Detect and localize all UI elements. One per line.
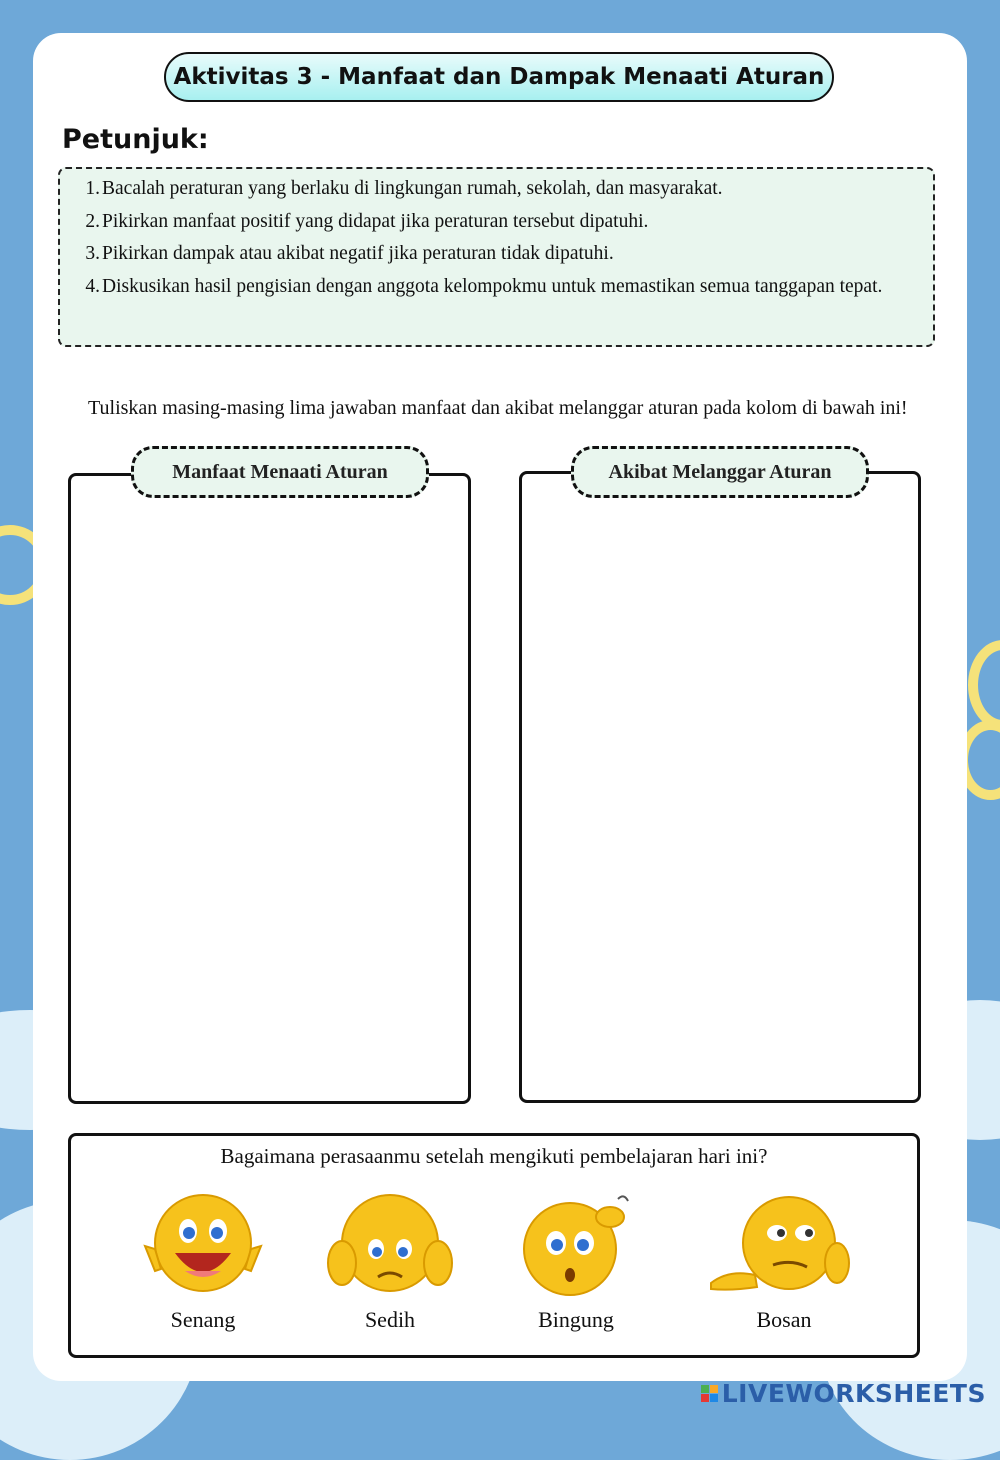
instruction-number: 2. (85, 210, 100, 232)
instructions-heading: Petunjuk: (62, 124, 209, 155)
instruction-item (78, 271, 921, 304)
feelings-box (68, 1133, 920, 1358)
akibat-answer-input[interactable] (536, 518, 904, 1086)
instruction-text: Diskusikan hasil pengisian dengan anggota kelompokmu untuk memastikan semua tanggapan tepat. (102, 275, 883, 297)
liveworksheets-logo (701, 1379, 986, 1408)
feeling-option-bosan[interactable] (709, 1191, 859, 1351)
akibat-answer-box (519, 471, 921, 1103)
sad-face-icon (320, 1191, 460, 1301)
page-title: Aktivitas 3 - Manfaat dan Dampak Menaati Aturan (164, 52, 834, 102)
feelings-question: Bagaimana perasaanmu setelah mengikuti pembelajaran hari ini? (220, 1144, 768, 1168)
instruction-text: Pikirkan dampak atau akibat negatif jika peraturan tidak dipatuhi. (102, 243, 614, 264)
logo-square (710, 1385, 718, 1393)
manfaat-answer-box (68, 473, 471, 1104)
instruction-number: 1. (85, 178, 100, 199)
liveworksheets-brand-text: LIVEWORKSHEETS (721, 1379, 986, 1408)
feeling-option-senang[interactable] (128, 1191, 278, 1351)
happy-face-icon (133, 1191, 273, 1301)
logo-square (701, 1394, 709, 1402)
manfaat-column-label: Manfaat Menaati Aturan (131, 446, 429, 498)
instruction-item (78, 173, 921, 206)
instructions-box (58, 167, 935, 347)
feeling-label: Sedih (364, 1307, 416, 1332)
instruction-text: Bacalah peraturan yang berlaku di lingkungan rumah, sekolah, dan masyarakat. (102, 178, 723, 199)
logo-square (701, 1385, 709, 1393)
background-swirl-right (968, 640, 1000, 730)
instruction-item (78, 206, 921, 239)
instruction-text: Pikirkan manfaat positif yang didapat jika peraturan tersebut dipatuhi. (102, 210, 649, 232)
instruction-number: 4. (85, 275, 100, 297)
bored-face-icon (709, 1191, 859, 1301)
feeling-option-bingung[interactable] (501, 1191, 651, 1351)
feeling-option-sedih[interactable] (315, 1191, 465, 1351)
logo-square (710, 1394, 718, 1402)
akibat-column-label: Akibat Melanggar Aturan (571, 446, 869, 498)
feeling-label: Bingung (538, 1307, 614, 1332)
instruction-item (78, 238, 921, 271)
manfaat-answer-input[interactable] (85, 520, 454, 1087)
liveworksheets-logo-icon (701, 1385, 718, 1402)
feeling-label: Senang (170, 1307, 236, 1332)
feeling-label: Bosan (756, 1307, 812, 1332)
task-prompt: Tuliskan masing-masing lima jawaban manfaat dan akibat melanggar aturan pada kolom di bawah ini! (88, 397, 908, 419)
instruction-number: 3. (85, 243, 100, 264)
instructions-list (60, 169, 933, 303)
confused-face-icon (506, 1191, 646, 1301)
